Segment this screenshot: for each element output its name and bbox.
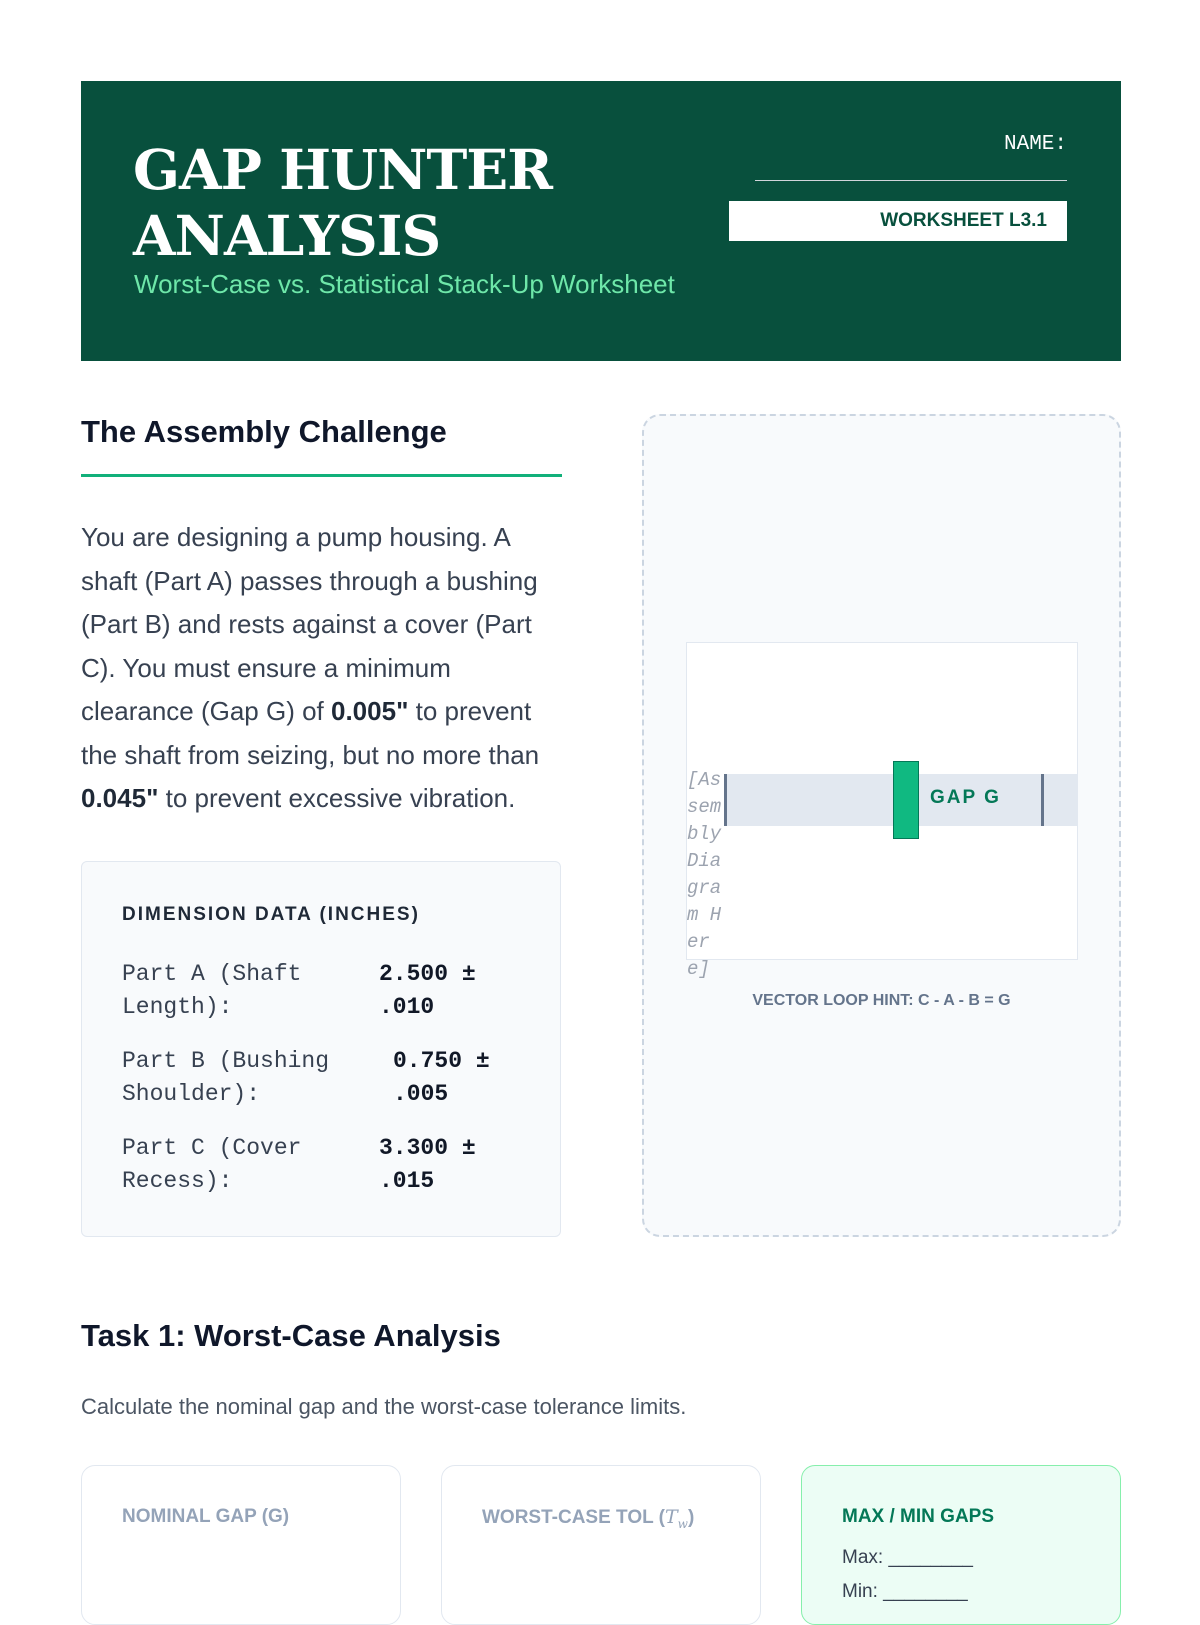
worst-case-tol-card[interactable] xyxy=(441,1465,761,1625)
name-field-line[interactable] xyxy=(755,180,1067,181)
max-gap-value: 0.045" xyxy=(81,783,159,813)
dimension-label: Part B (Bushing Shoulder): xyxy=(122,1048,330,1107)
dimension-value: 3.300 ± .015 xyxy=(379,1135,476,1194)
worst-case-tol-label xyxy=(482,1506,694,1531)
challenge-title: The Assembly Challenge xyxy=(81,414,447,449)
worksheet-title xyxy=(133,137,552,269)
assembly-diagram-panel xyxy=(642,414,1121,1237)
min-gap-value: 0.005" xyxy=(331,696,409,726)
nominal-gap-card[interactable] xyxy=(81,1465,401,1625)
worksheet-id-badge: WORKSHEET L3.1 xyxy=(729,201,1067,241)
challenge-text-3: to prevent excessive vibration. xyxy=(158,783,516,813)
challenge-title-underline xyxy=(81,474,562,477)
worksheet-subtitle: Worst-Case vs. Statistical Stack-Up Worksheet xyxy=(134,269,675,299)
dimension-label: Part C (Cover Recess): xyxy=(122,1135,302,1194)
bushing-block xyxy=(893,761,919,839)
challenge-text-2: to prevent the shaft from seizing, but no more than xyxy=(81,696,540,770)
max-min-gaps-label: MAX / MIN GAPS xyxy=(842,1506,995,1527)
title-line-2: ANALYSIS xyxy=(133,203,441,268)
nominal-gap-label: NOMINAL GAP (G) xyxy=(122,1506,290,1527)
dimension-data-heading: DIMENSION DATA (INCHES) xyxy=(122,904,420,925)
dimension-label: Part A (Shaft Length): xyxy=(122,961,302,1020)
task1-description: Calculate the nominal gap and the worst-case tolerance limits. xyxy=(81,1394,687,1419)
assembly-diagram xyxy=(686,642,1078,980)
worst-case-tol-text: WORST-CASE TOL ( xyxy=(482,1507,665,1528)
worst-case-tol-close: ) xyxy=(687,1507,695,1528)
diagram-placeholder-text: [Assembly Diagram Here] xyxy=(687,769,722,980)
title-line-1: GAP HUNTER xyxy=(133,137,552,202)
tol-subscript: w xyxy=(677,1516,688,1531)
challenge-text-1: You are designing a pump housing. A shaft (Part A) passes through a bushing (Part B) and rests against a cover (Part C). You must ensure a minimum clearance (Gap G) of xyxy=(81,522,538,726)
name-label: NAME: xyxy=(1003,133,1067,156)
worksheet-header xyxy=(81,81,1121,361)
dimension-data-box xyxy=(81,861,561,1237)
min-gap-field[interactable]: Min: ________ xyxy=(842,1581,968,1602)
dimension-value: 2.500 ± .010 xyxy=(379,961,476,1020)
max-gap-field[interactable]: Max: ________ xyxy=(842,1547,973,1568)
dimension-value: 0.750 ± .005 xyxy=(393,1048,490,1107)
gap-g-label: GAP G xyxy=(930,787,1001,808)
tol-symbol: T xyxy=(664,1506,678,1528)
challenge-description xyxy=(81,516,561,821)
vector-loop-hint: VECTOR LOOP HINT: C - A - B = G xyxy=(752,992,1011,1009)
gap-end-marker xyxy=(1041,774,1044,826)
max-min-gaps-card[interactable] xyxy=(801,1465,1121,1625)
task1-title: Task 1: Worst-Case Analysis xyxy=(81,1318,501,1353)
